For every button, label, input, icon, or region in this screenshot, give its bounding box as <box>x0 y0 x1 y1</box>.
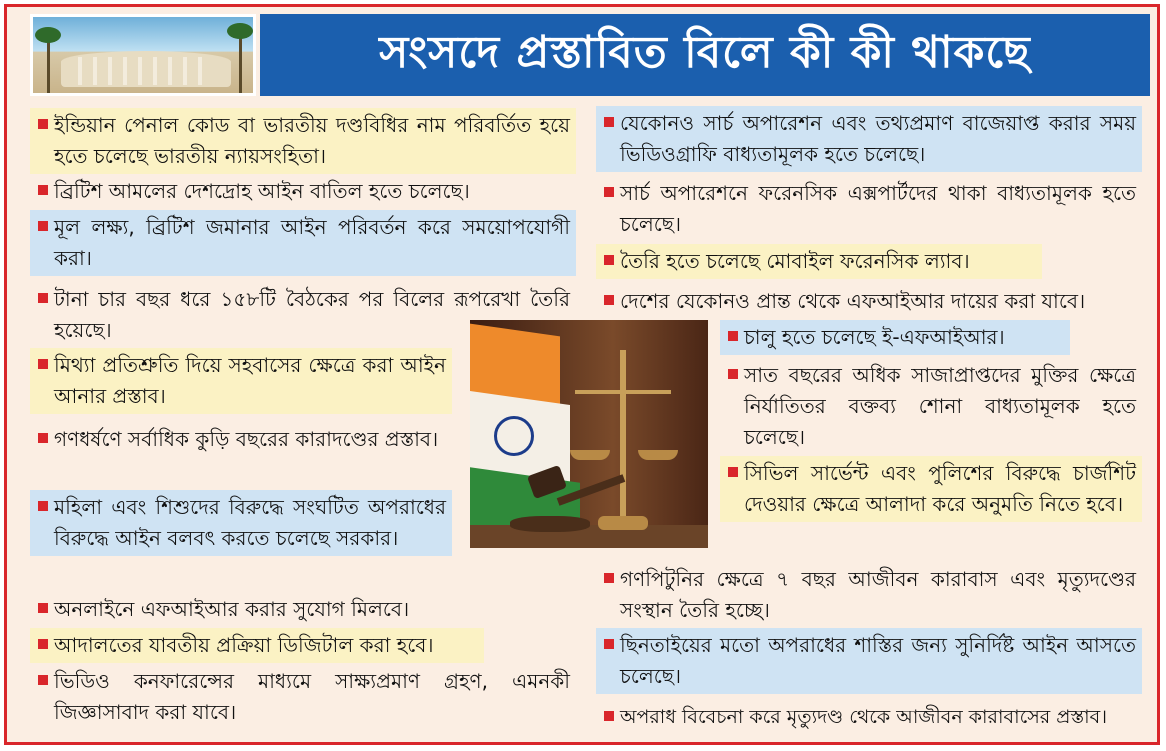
list-item <box>30 348 452 414</box>
list-item <box>720 358 1142 455</box>
list-item <box>30 422 452 457</box>
bullet-icon <box>38 603 48 613</box>
bullet-icon <box>728 369 738 379</box>
item-text: টানা চার বছর ধরে ১৫৮টি বৈঠকের পর বিলের রূপরেখা তৈরি হয়েছে। <box>54 287 570 342</box>
item-text: অপরাধ বিবেচনা করে মৃত্যুদণ্ড থেকে আজীবন কারাবাসের প্রস্তাব। <box>620 706 1108 728</box>
justice-scale-image <box>470 320 708 548</box>
item-text: চালু হতে চলেছে ই-এফআইআর। <box>744 325 1005 349</box>
bullet-icon <box>38 639 48 649</box>
item-text: ব্রিটিশ আমলের দেশদ্রোহ আইন বাতিল হতে চলেছে। <box>54 179 470 203</box>
item-text: ইন্ডিয়ান পেনাল কোড বা ভারতীয় দণ্ডবিধির নাম পরিবর্তিত হয়ে হতে চলেছে ভারতীয় ন্যায়সংহিতা। <box>54 113 570 168</box>
bullet-icon <box>728 467 738 477</box>
bullet-icon <box>728 331 738 341</box>
list-item <box>30 628 484 663</box>
item-text: গণধর্ষণে সর্বাধিক কুড়ি বছরের কারাদণ্ডের প্রস্তাব। <box>54 427 439 451</box>
list-item <box>596 700 1142 735</box>
bullet-icon <box>604 711 614 721</box>
list-item <box>30 490 452 556</box>
bullet-icon <box>38 501 48 511</box>
list-item <box>30 592 576 627</box>
bullet-icon <box>604 295 614 305</box>
list-item <box>596 562 1142 628</box>
item-text: মূল লক্ষ্য, ব্রিটিশ জমানার আইন পরিবর্তন করে সময়োপযোগী করা। <box>54 215 570 270</box>
item-text: ভিডিও কনফারেন্সের মাধ্যমে সাক্ষ্যপ্রমাণ গ্রহণ, এমনকী জিজ্ঞাসাবাদ করা যাবে। <box>54 669 570 724</box>
bullet-icon <box>38 359 48 369</box>
bullet-icon <box>604 639 614 649</box>
item-text: মহিলা এবং শিশুদের বিরুদ্ধে সংঘটিত অপরাধের বিরুদ্ধে আইন বলবৎ করতে চলেছে সরকার। <box>54 495 446 550</box>
ashoka-chakra-icon <box>494 416 534 456</box>
list-item <box>596 628 1142 694</box>
bullet-icon <box>604 573 614 583</box>
item-text: অনলাইনে এফআইআর করার সুযোগ মিলবে। <box>54 597 410 621</box>
bullet-icon <box>38 185 48 195</box>
list-item <box>720 456 1142 522</box>
bullet-icon <box>38 119 48 129</box>
bullet-icon <box>38 675 48 685</box>
item-text: সিভিল সার্ভেন্ট এবং পুলিশের বিরুদ্ধে চার্জশিট দেওয়ার ক্ষেত্রে আলাদা করে অনুমতি নিতে হবে। <box>744 461 1136 516</box>
item-text: সার্চ অপারেশনে ফরেনসিক এক্সপার্টদের থাকা বাধ্যতামূলক হতে চলেছে। <box>620 181 1136 236</box>
item-text: তৈরি হতে চলেছে মোবাইল ফরেনসিক ল্যাব। <box>620 249 970 273</box>
item-text: আদালতের যাবতীয় প্রক্রিয়া ডিজিটাল করা হবে। <box>54 633 434 657</box>
page-title: সংসদে প্রস্তাবিত বিলে কী কী থাকছে <box>379 26 1031 78</box>
bullet-icon <box>604 187 614 197</box>
list-item <box>30 108 576 174</box>
parliament-photo <box>30 14 256 96</box>
item-text: মিথ্যা প্রতিশ্রুতি দিয়ে সহবাসের ক্ষেত্রে করা আইন আনার প্রস্তাব। <box>54 353 446 408</box>
title-band <box>260 14 1150 96</box>
list-item <box>596 176 1142 242</box>
item-text: সাত বছরের অধিক সাজাপ্রাপ্তদের মুক্তির ক্ষেত্রে নির্যাতিতর বক্তব্য শোনা বাধ্যতামূলক হতে চলেছে। <box>744 363 1136 449</box>
list-item <box>30 210 576 276</box>
list-item <box>30 664 576 730</box>
header <box>30 14 1150 96</box>
item-text: যেকোনও সার্চ অপারেশন এবং তথ্যপ্রমাণ বাজেয়াপ্ত করার সময় ভিডিওগ্রাফি বাধ্যতামূলক হতে চলেছে। <box>620 111 1136 166</box>
bullet-icon <box>38 433 48 443</box>
list-item <box>30 174 576 209</box>
list-item <box>720 320 1070 355</box>
bullet-icon <box>604 117 614 127</box>
list-item <box>596 106 1142 172</box>
item-text: ছিনতাইয়ের মতো অপরাধের শাস্তির জন্য সুনির্দিষ্ট আইন আসতে চলেছে। <box>620 633 1136 688</box>
bullet-icon <box>38 221 48 231</box>
bullet-icon <box>38 293 48 303</box>
list-item <box>596 244 1042 279</box>
item-text: গণপিটুনির ক্ষেত্রে ৭ বছর আজীবন কারাবাস এবং মৃত্যুদণ্ডের সংস্থান তৈরি হচ্ছে। <box>620 567 1136 622</box>
list-item <box>596 284 1142 319</box>
item-text: দেশের যেকোনও প্রান্ত থেকে এফআইআর দায়ের করা যাবে। <box>620 289 1086 313</box>
bullet-icon <box>604 255 614 265</box>
